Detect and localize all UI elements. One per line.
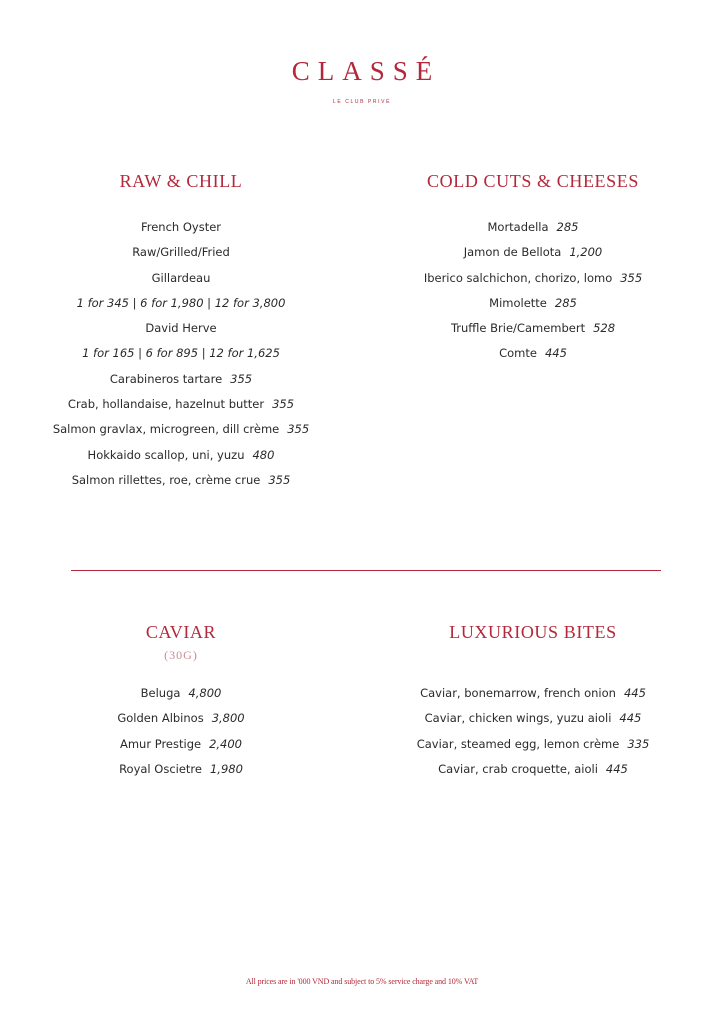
menu-item — [41, 367, 321, 392]
menu-item-price: 3,800 — [211, 711, 245, 726]
menu-item-name: Comte — [499, 346, 537, 361]
section-title-raw-chill: RAW & CHILL — [119, 171, 243, 191]
menu-item-price: 335 — [627, 736, 650, 751]
menu-item-price: 480 — [252, 447, 275, 462]
section-luxurious-bites — [393, 621, 673, 782]
menu-item — [41, 240, 321, 265]
section-title-cold-cuts: COLD CUTS & CHEESES — [427, 171, 639, 191]
menu-item-price: 1,200 — [569, 245, 603, 260]
menu-item-name: Truffle Brie/Camembert — [450, 321, 586, 336]
menu-item-name: Jamon de Bellota — [463, 245, 562, 260]
menu-item — [393, 266, 673, 291]
menu-list-cold-cuts — [393, 215, 673, 367]
menu-list-caviar — [41, 681, 321, 782]
menu-item-price: 355 — [287, 422, 310, 437]
menu-item-name: Caviar, chicken wings, yuzu aioli — [424, 711, 612, 726]
menu-item-price: 1,980 — [209, 761, 243, 776]
menu-item-price: 445 — [619, 711, 642, 726]
menu-item-name: Carabineros tartare — [109, 371, 223, 386]
menu-item — [393, 706, 673, 731]
menu-item-name: Mimolette — [489, 295, 547, 310]
menu-item-name: Caviar, crab croquette, aioli — [438, 761, 598, 776]
menu-item-price: 4,800 — [188, 686, 222, 700]
section-cold-cuts — [393, 170, 673, 367]
menu-item-name: Royal Oscietre — [119, 761, 202, 776]
menu-item-price: 528 — [593, 321, 616, 336]
section-caviar — [41, 621, 321, 782]
menu-item — [393, 215, 673, 240]
menu-item — [393, 757, 673, 782]
menu-item — [393, 732, 673, 757]
menu-item — [41, 681, 321, 706]
menu-item — [41, 732, 321, 757]
menu-item — [393, 681, 673, 706]
menu-item-name: Mortadella — [487, 220, 549, 234]
menu-item-price: 445 — [605, 761, 628, 776]
menu-item-price-options: 1 for 165 | 6 for 895 | 12 for 1,625 — [82, 346, 280, 361]
menu-item-name: Salmon rillettes, roe, crème crue — [71, 472, 261, 487]
section-subtitle-caviar: (30G) — [164, 648, 198, 662]
menu-item-name: Caviar, bonemarrow, french onion — [420, 686, 616, 700]
menu-item-price: 445 — [544, 346, 567, 361]
menu-list-raw-chill — [41, 215, 321, 493]
menu-item-price: 445 — [623, 686, 646, 700]
section-title-caviar: CAVIAR — [145, 622, 217, 642]
menu-item-price: 355 — [620, 270, 643, 285]
menu-item-name: Caviar, steamed egg, lemon crème — [416, 736, 620, 751]
menu-item-name: Salmon gravlax, microgreen, dill crème — [52, 422, 280, 437]
menu-item — [41, 291, 321, 316]
menu-item-name: Crab, hollandaise, hazelnut butter — [67, 397, 265, 412]
menu-item — [41, 417, 321, 442]
menu-item — [41, 341, 321, 366]
menu-item-price-options: 1 for 345 | 6 for 1,980 | 12 for 3,800 — [76, 295, 286, 310]
section-divider — [71, 570, 661, 571]
menu-item-name: Gillardeau — [151, 270, 211, 285]
menu-item — [393, 316, 673, 341]
menu-item-name: Raw/Grilled/Fried — [132, 245, 230, 260]
menu-item — [41, 215, 321, 240]
menu-item-name: Hokkaido scallop, uni, yuzu — [87, 447, 245, 462]
menu-item — [41, 468, 321, 493]
menu-item-price: 355 — [230, 371, 253, 386]
menu-item — [41, 757, 321, 782]
menu-item — [41, 266, 321, 291]
menu-item — [41, 392, 321, 417]
menu-list-luxurious-bites — [393, 681, 673, 782]
footer-note: All prices are in '000 VND and subject to 5% service charge and 10% VAT — [245, 977, 479, 986]
menu-item-price: 2,400 — [209, 736, 243, 751]
menu-item — [393, 341, 673, 366]
menu-item-name: David Herve — [145, 321, 217, 336]
menu-item-name: French Oyster — [140, 220, 222, 234]
menu-item-name: Beluga — [140, 686, 181, 700]
menu-item — [41, 706, 321, 731]
menu-item-price: 285 — [554, 295, 577, 310]
menu-item-name: Golden Albinos — [117, 711, 204, 726]
section-raw-chill — [41, 170, 321, 493]
menu-item-price: 355 — [272, 397, 295, 412]
brand-logo: CLASSÉ — [291, 56, 441, 86]
menu-item-name: Iberico salchichon, chorizo, lomo — [423, 270, 613, 285]
menu-item-price: 285 — [556, 220, 579, 234]
section-title-luxurious-bites: LUXURIOUS BITES — [449, 622, 617, 642]
menu-item — [393, 240, 673, 265]
menu-item — [41, 316, 321, 341]
brand-tagline: LE CLUB PRIVÉ — [332, 99, 392, 105]
menu-item — [41, 443, 321, 468]
menu-item-price: 355 — [268, 472, 291, 487]
menu-item — [393, 291, 673, 316]
menu-item-name: Amur Prestige — [119, 736, 202, 751]
